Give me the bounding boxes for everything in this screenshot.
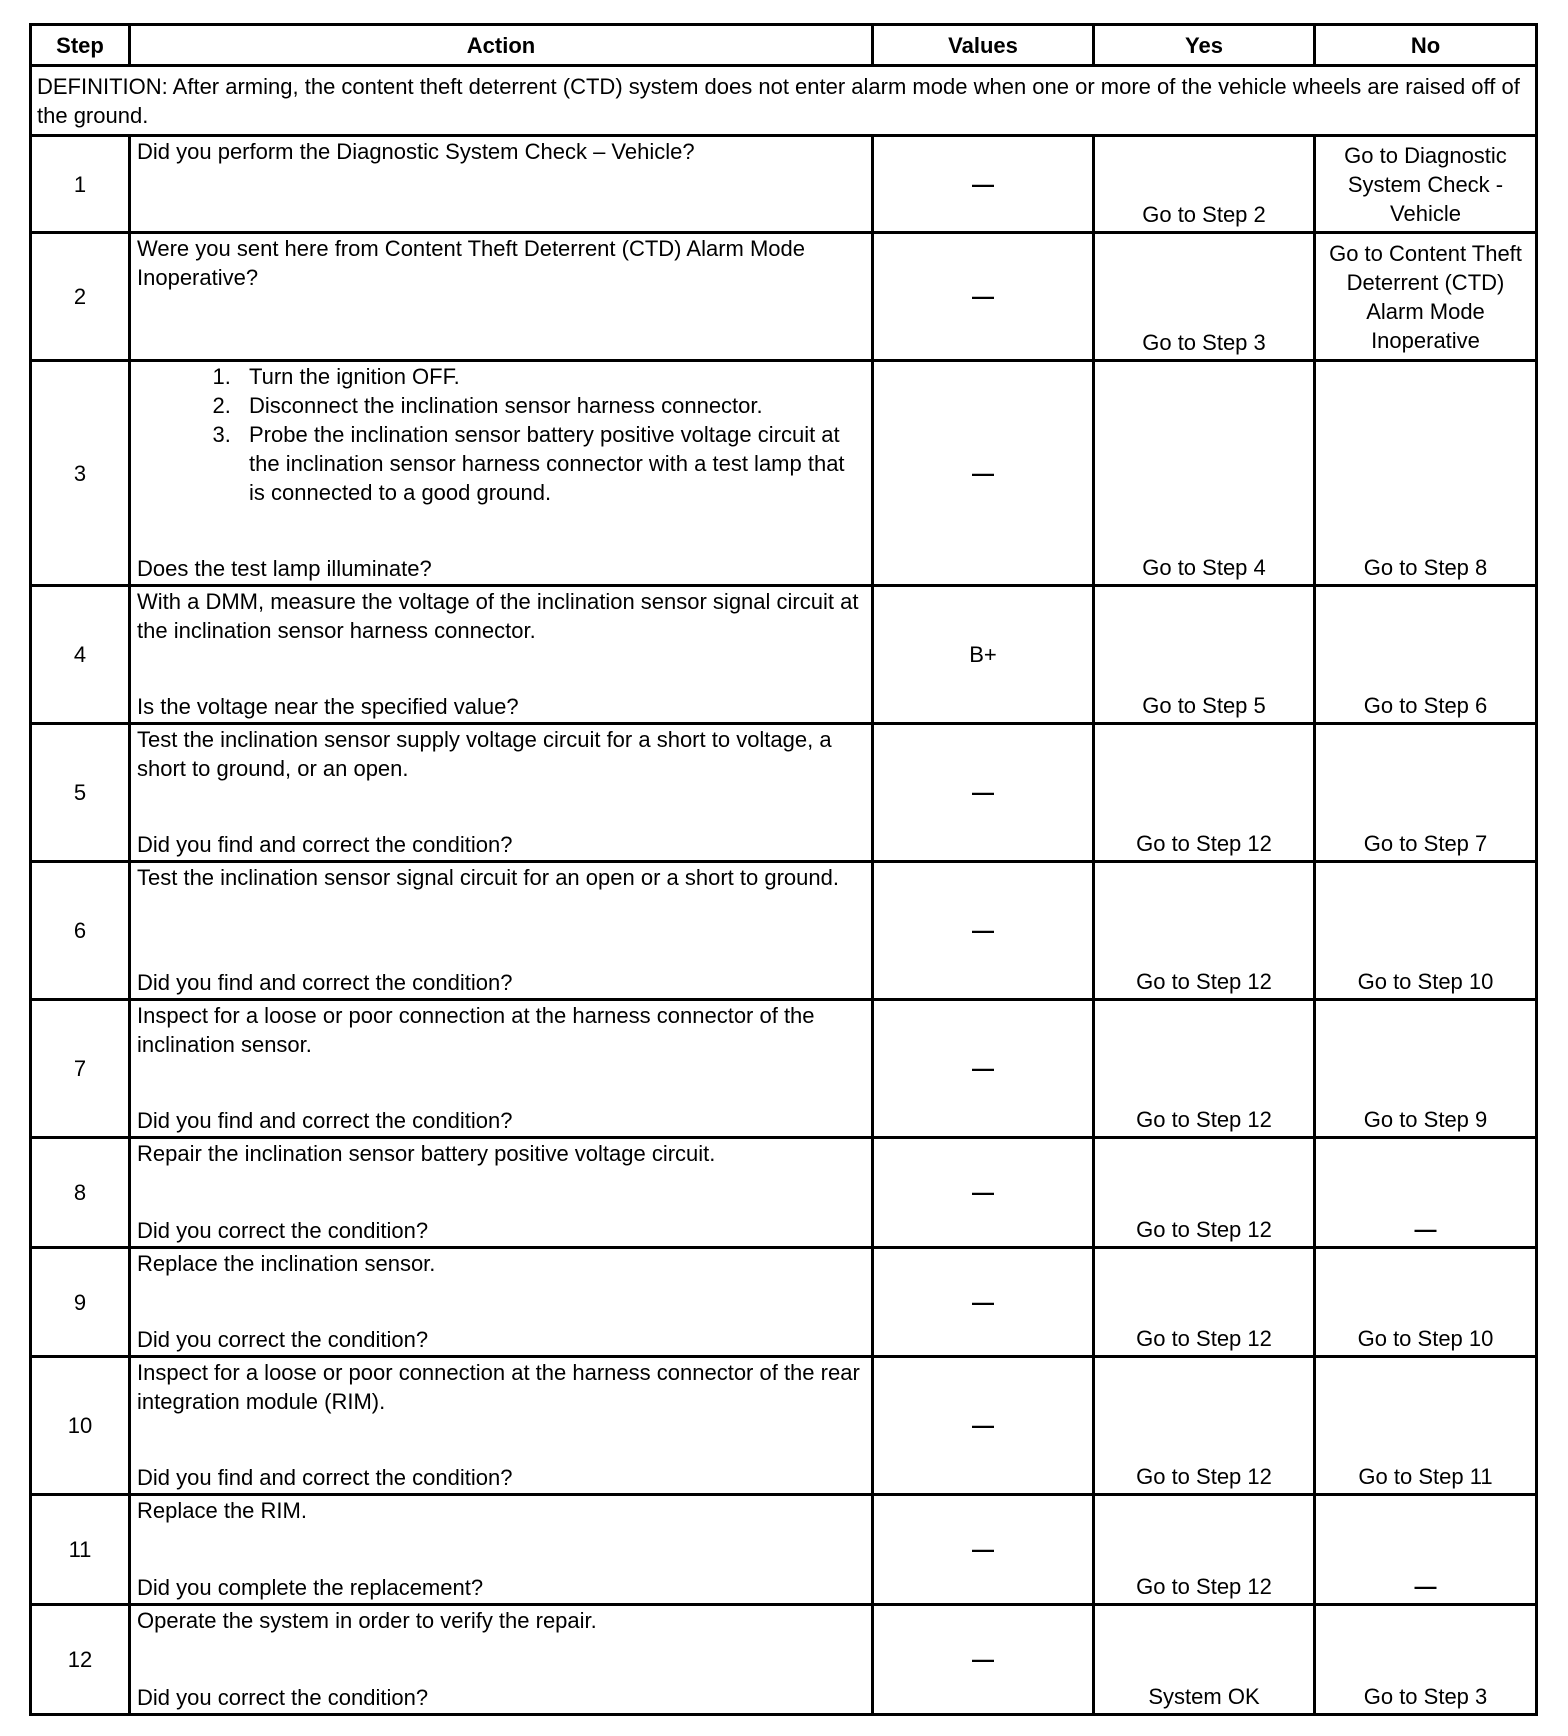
action-cell bbox=[130, 1248, 873, 1357]
yes-cell: Go to Step 2 bbox=[1094, 136, 1315, 233]
step-number: 4 bbox=[31, 586, 130, 724]
action-cell bbox=[130, 1000, 873, 1138]
yes-cell: Go to Step 12 bbox=[1094, 1000, 1315, 1138]
table-row bbox=[31, 361, 1537, 586]
action-cell bbox=[130, 862, 873, 1000]
value-cell: — bbox=[873, 724, 1094, 862]
no-cell: Go to Step 6 bbox=[1315, 586, 1537, 724]
yes-cell: Go to Step 3 bbox=[1094, 233, 1315, 361]
action-cell bbox=[130, 1605, 873, 1715]
no-cell: Go to Step 8 bbox=[1315, 361, 1537, 586]
value-cell: — bbox=[873, 862, 1094, 1000]
table-row bbox=[31, 1495, 1537, 1605]
definition-text: DEFINITION: After arming, the content theft deterrent (CTD) system does not enter alarm mode when one or more of the vehicle wheels are raised off of the ground. bbox=[31, 66, 1537, 136]
substep: 1. Turn the ignition OFF. bbox=[237, 362, 865, 391]
no-cell: Go to Step 7 bbox=[1315, 724, 1537, 862]
table-row bbox=[31, 1248, 1537, 1357]
question-text: Did you find and correct the condition? bbox=[137, 832, 513, 857]
action-text: Repair the inclination sensor battery positive voltage circuit. bbox=[137, 1141, 716, 1166]
action-cell bbox=[130, 586, 873, 724]
value-cell: — bbox=[873, 1000, 1094, 1138]
diagnostic-table bbox=[29, 23, 1538, 1716]
value-cell: — bbox=[873, 1605, 1094, 1715]
action-text: Operate the system in order to verify the repair. bbox=[137, 1608, 597, 1633]
step-number: 7 bbox=[31, 1000, 130, 1138]
step-number: 1 bbox=[31, 136, 130, 233]
yes-cell: System OK bbox=[1094, 1605, 1315, 1715]
step-number: 12 bbox=[31, 1605, 130, 1715]
table-row bbox=[31, 1605, 1537, 1715]
action-cell bbox=[130, 1138, 873, 1248]
value-cell: — bbox=[873, 136, 1094, 233]
action-text: Replace the RIM. bbox=[137, 1498, 307, 1523]
question-text: Did you correct the condition? bbox=[137, 1685, 429, 1710]
yes-cell: Go to Step 12 bbox=[1094, 1138, 1315, 1248]
action-text: Test the inclination sensor supply voltage circuit for a short to voltage, a short to ground, or an open. bbox=[137, 727, 832, 781]
action-cell bbox=[130, 233, 873, 361]
yes-cell: Go to Step 5 bbox=[1094, 586, 1315, 724]
question-text: Did you correct the condition? bbox=[137, 1327, 429, 1352]
question-text: Did you correct the condition? bbox=[137, 1218, 429, 1243]
question-text: Is the voltage near the specified value? bbox=[137, 694, 519, 719]
action-cell bbox=[130, 136, 873, 233]
no-cell: Go to Step 9 bbox=[1315, 1000, 1537, 1138]
action-text: Did you perform the Diagnostic System Check – Vehicle? bbox=[137, 139, 695, 164]
table-row bbox=[31, 1357, 1537, 1495]
no-cell: — bbox=[1315, 1495, 1537, 1605]
value-cell: — bbox=[873, 233, 1094, 361]
value-cell: — bbox=[873, 1248, 1094, 1357]
question-text: Did you find and correct the condition? bbox=[137, 970, 513, 995]
value-cell: — bbox=[873, 1138, 1094, 1248]
substep: 3. Probe the inclination sensor battery positive voltage circuit at the inclination sensor harness connector with a test lamp that is connected to a good ground. bbox=[237, 420, 865, 507]
no-cell: Go to Diagnostic System Check - Vehicle bbox=[1315, 136, 1537, 233]
value-cell: — bbox=[873, 361, 1094, 586]
question-text: Does the test lamp illuminate? bbox=[137, 556, 432, 581]
question-text: Did you complete the replacement? bbox=[137, 1575, 484, 1600]
no-cell: Go to Step 10 bbox=[1315, 1248, 1537, 1357]
action-text: Inspect for a loose or poor connection at the harness connector of the inclination sensor. bbox=[137, 1003, 815, 1057]
step-number: 3 bbox=[31, 361, 130, 586]
table-row bbox=[31, 136, 1537, 233]
step-number: 2 bbox=[31, 233, 130, 361]
table-row bbox=[31, 1138, 1537, 1248]
table-row bbox=[31, 724, 1537, 862]
step-number: 6 bbox=[31, 862, 130, 1000]
step-number: 11 bbox=[31, 1495, 130, 1605]
step-number: 5 bbox=[31, 724, 130, 862]
substep: 2. Disconnect the inclination sensor harness connector. bbox=[237, 391, 865, 420]
value-cell: B+ bbox=[873, 586, 1094, 724]
action-cell bbox=[130, 361, 873, 586]
table-row bbox=[31, 233, 1537, 361]
value-cell: — bbox=[873, 1495, 1094, 1605]
question-text: Did you find and correct the condition? bbox=[137, 1108, 513, 1133]
action-text: With a DMM, measure the voltage of the inclination sensor signal circuit at the inclination sensor harness connector. bbox=[137, 589, 859, 643]
action-cell bbox=[130, 1357, 873, 1495]
question-text: Did you find and correct the condition? bbox=[137, 1465, 513, 1490]
table-row bbox=[31, 586, 1537, 724]
action-cell bbox=[130, 724, 873, 862]
header-yes: Yes bbox=[1094, 25, 1315, 66]
action-text: Test the inclination sensor signal circuit for an open or a short to ground. bbox=[137, 865, 839, 890]
no-cell: — bbox=[1315, 1138, 1537, 1248]
header-row bbox=[31, 25, 1537, 66]
header-step: Step bbox=[31, 25, 130, 66]
yes-cell: Go to Step 12 bbox=[1094, 1248, 1315, 1357]
no-cell: Go to Step 3 bbox=[1315, 1605, 1537, 1715]
value-cell: — bbox=[873, 1357, 1094, 1495]
action-cell bbox=[130, 1495, 873, 1605]
no-cell: Go to Step 11 bbox=[1315, 1357, 1537, 1495]
action-text: Replace the inclination sensor. bbox=[137, 1251, 436, 1276]
action-text: Inspect for a loose or poor connection at the harness connector of the rear integration module (RIM). bbox=[137, 1360, 860, 1414]
action-text: Were you sent here from Content Theft Deterrent (CTD) Alarm Mode Inoperative? bbox=[137, 236, 806, 290]
definition-row bbox=[31, 66, 1537, 136]
table-row bbox=[31, 1000, 1537, 1138]
yes-cell: Go to Step 12 bbox=[1094, 1357, 1315, 1495]
yes-cell: Go to Step 4 bbox=[1094, 361, 1315, 586]
table-row bbox=[31, 862, 1537, 1000]
step-number: 8 bbox=[31, 1138, 130, 1248]
step-number: 9 bbox=[31, 1248, 130, 1357]
no-cell: Go to Step 10 bbox=[1315, 862, 1537, 1000]
substep-list bbox=[137, 362, 865, 507]
header-action: Action bbox=[130, 25, 873, 66]
yes-cell: Go to Step 12 bbox=[1094, 1495, 1315, 1605]
header-no: No bbox=[1315, 25, 1537, 66]
no-cell: Go to Content Theft Deterrent (CTD) Alarm Mode Inoperative bbox=[1315, 233, 1537, 361]
step-number: 10 bbox=[31, 1357, 130, 1495]
yes-cell: Go to Step 12 bbox=[1094, 724, 1315, 862]
yes-cell: Go to Step 12 bbox=[1094, 862, 1315, 1000]
header-values: Values bbox=[873, 25, 1094, 66]
